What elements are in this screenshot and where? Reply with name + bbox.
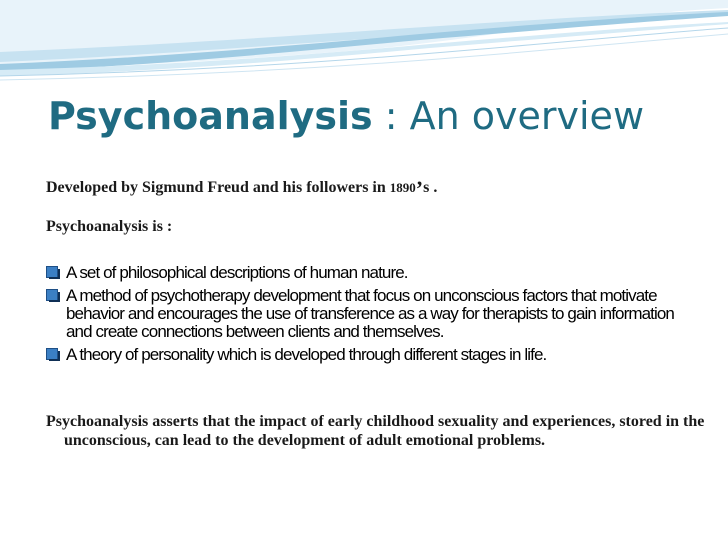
asserts-end: s. — [534, 432, 546, 449]
developed-text: Developed by Sigmund Freud and his followers in — [46, 179, 390, 196]
developed-suffix: s . — [423, 179, 438, 196]
list-item — [46, 346, 696, 364]
bullet-text: A method of psychotherapy development that focus on unconscious factors that motivate behavior and encourages the use of transference as a way for therapists to gain information and create connections between clients and themselves. — [66, 286, 674, 341]
developed-year: 1890 — [389, 180, 416, 195]
developed-apostrophe: ’ — [415, 176, 424, 201]
slide-title — [48, 94, 644, 138]
bullet-list — [46, 264, 696, 369]
square-checkbox-icon — [46, 289, 60, 303]
list-item — [46, 287, 696, 341]
bullet-text: A theory of personality which is developed through different stages in life. — [66, 345, 547, 364]
asserts-main: Psychoanalysis asserts that the impact of early childhood sexuality and experiences, stored in the unconscious, can lead to the development of adult emotional problem — [46, 413, 705, 449]
developed-line — [46, 172, 438, 201]
title-strong: Psychoanalysis — [48, 94, 373, 138]
list-item — [46, 264, 696, 282]
bullet-text: A set of philosophical descriptions of human nature. — [66, 263, 408, 282]
wave-decoration — [0, 0, 728, 90]
title-rest: : An overview — [372, 94, 645, 138]
square-checkbox-icon — [46, 266, 60, 280]
square-checkbox-icon — [46, 348, 60, 362]
asserts-paragraph — [46, 412, 724, 450]
definition-intro: Psychoanalysis is : — [46, 218, 173, 235]
